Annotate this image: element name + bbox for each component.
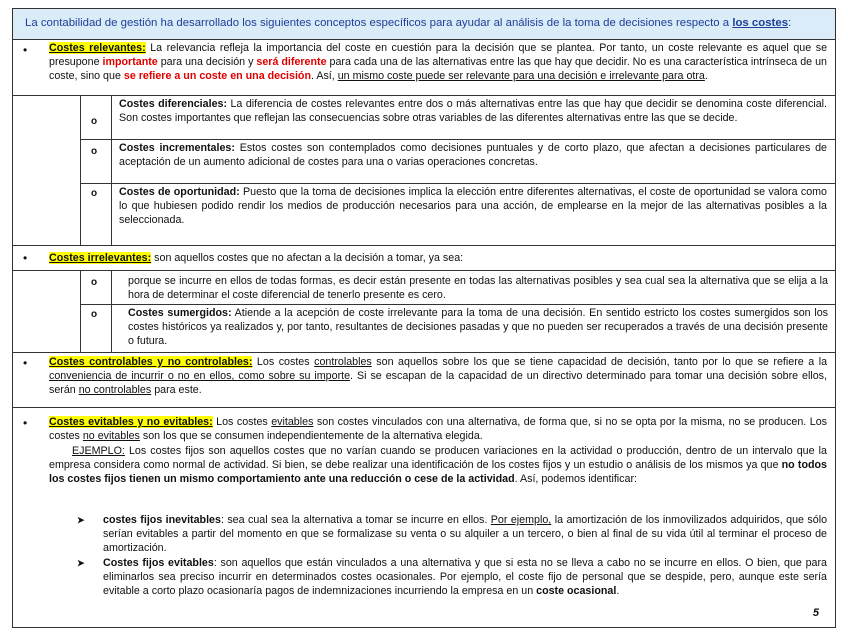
header-title: La contabilidad de gestión ha desarrollado los siguientes conceptos específicos para ayudar al análisis de la toma de decisiones respecto a los costes: xyxy=(25,17,792,29)
header-band xyxy=(13,9,835,40)
diferenciales-text: Costes diferenciales: La diferencia de costes relevantes entre dos o más alternativas entre las que hay que decidir se denomina coste diferencial. Son costes importantes que reflejan las consecuencias sobre otras variables de las diferentes alternativas entre las que se decide. xyxy=(119,98,827,125)
bullet-icon: • xyxy=(23,416,28,430)
column-divider xyxy=(80,96,81,246)
sumergidos-text: Costes sumergidos: Atiende a la acepción de coste irrelevante para la toma de una decisión. En sentido estricto los costes sumergidos son los costes históricos ya realizados y, por tanto, resultantes de decisiones pasadas y que no pueden ser recuperados a través de una decisión presente o futura. xyxy=(128,307,828,348)
relevantes-text: Costes relevantes: La relevancia refleja la importancia del coste en cuestión para la decisión que se plantea. Por tanto, un coste relevante es aquel que se presupone importante para una decisión y será diferente para cada una de las alternativas entre las que hay que decidir. No es una característica intrínseca de un coste, sino que se refiere a un coste en una decisión. Así, un mismo coste puede ser relevante para una decisión e irrelevante para otra. xyxy=(49,42,828,83)
row-divider xyxy=(80,139,835,140)
relevantes-subitems xyxy=(13,96,835,246)
arrow-bullet-icon: ➤ xyxy=(77,515,85,525)
section-controlables xyxy=(13,353,835,408)
column-divider xyxy=(111,96,112,246)
row-divider xyxy=(80,183,835,184)
arrow-bullet-icon: ➤ xyxy=(77,558,85,568)
ejemplo-text: EJEMPLO: Los costes fijos son aquellos costes que no varían cuando se producen variaciones en la actividad o producción, dentro de un intervalo que la empresa considera como normal de actividad. Si bien, se debe realizar una identificación de los costes fijos y un estudio o análisis de los mismos ya que no todos los costes fijos tienen un mismo comportamiento ante una reducción o cese de la actividad. Así, podemos identificar: xyxy=(49,445,827,486)
section-relevantes xyxy=(13,40,835,96)
column-divider xyxy=(80,271,81,353)
row-divider xyxy=(80,304,835,305)
sub-bullet-icon: o xyxy=(91,188,98,199)
column-divider xyxy=(111,271,112,353)
controlables-text: Costes controlables y no controlables: Los costes controlables son aquellos sobre los que se tiene capacidad de decisión, tanto por lo que se refiere a la conveniencia de incurrir o no en ellos, como sobre su importe. Si se escapan de la capacidad de un directivo determinado para tomar una decisión sobre ellos, serán no controlables para este. xyxy=(49,356,828,397)
irrelevantes-a-text: porque se incurre en ellos de todas formas, es decir están presente en todas las alternativas posibles y sea cual sea la alternativa que se elija a la hora de determinar el coste diferencial de tenerlo presente es cero. xyxy=(128,275,828,302)
bullet-icon: • xyxy=(23,356,28,370)
irrelevantes-text: Costes irrelevantes: son aquellos costes que no afectan a la decisión a tomar, ya sea: xyxy=(49,252,464,264)
sub-bullet-icon: o xyxy=(91,309,98,320)
bullet-icon: • xyxy=(23,251,28,265)
document-page xyxy=(12,8,836,628)
inevitables-text: costes fijos inevitables: sea cual sea la alternativa a tomar se incurre en ellos. Por ejemplo, la amortización de los inmovilizados adquiridos, que sólo serían evitables a partir del momento en que se formalizase su venta o su alquiler a un tercero, o bien al final de su vida útil al terminar el proceso de amortización. xyxy=(103,514,828,555)
incrementales-text: Costes incrementales: Estos costes son contemplados como decisiones puntuales y de corto plazo, que afectan a decisiones particulares de aceptación de un aumento adicional de costes para una o varias operaciones concretas. xyxy=(119,142,828,169)
section-irrelevantes xyxy=(13,246,835,271)
page-number: 5 xyxy=(812,607,819,619)
sub-bullet-icon: o xyxy=(91,277,98,288)
irrelevantes-subitems xyxy=(13,271,835,353)
oportunidad-text: Costes de oportunidad: Puesto que la toma de decisiones implica la elección entre diferentes alternativas, el coste de oportunidad se valora como lo que hubiesen podido rendir los medios de producción necesarios para una acción, de emplearse en la mejor de las alternativas posibles a la seleccionada. xyxy=(119,186,827,227)
sub-bullet-icon: o xyxy=(91,146,98,157)
bullet-icon: • xyxy=(23,43,28,57)
sub-bullet-icon: o xyxy=(91,116,98,127)
evitables-text: Costes evitables y no evitables: Los costes evitables son costes vinculados con una alternativa, de forma que, si no se opta por la misma, no se producen. Los costes no evitables son los que se consumen independientemente de la alternativa elegida. xyxy=(49,416,827,443)
evitables-fijos-text: Costes fijos evitables: son aquellos que están vinculados a una alternativa y que si esta no se lleva a cabo no se incurre en ellos. O bien, que para eliminarlos sea preciso incurrir en determinados costes ocasionales. Por ejemplo, el coste fijo de personal que se despide, pero, aunque este sería evitable a corto plazo ocasionaría pagos de indemnizaciones incurriendo la empresa en un coste ocasional. xyxy=(103,557,827,598)
section-evitables xyxy=(13,408,835,628)
